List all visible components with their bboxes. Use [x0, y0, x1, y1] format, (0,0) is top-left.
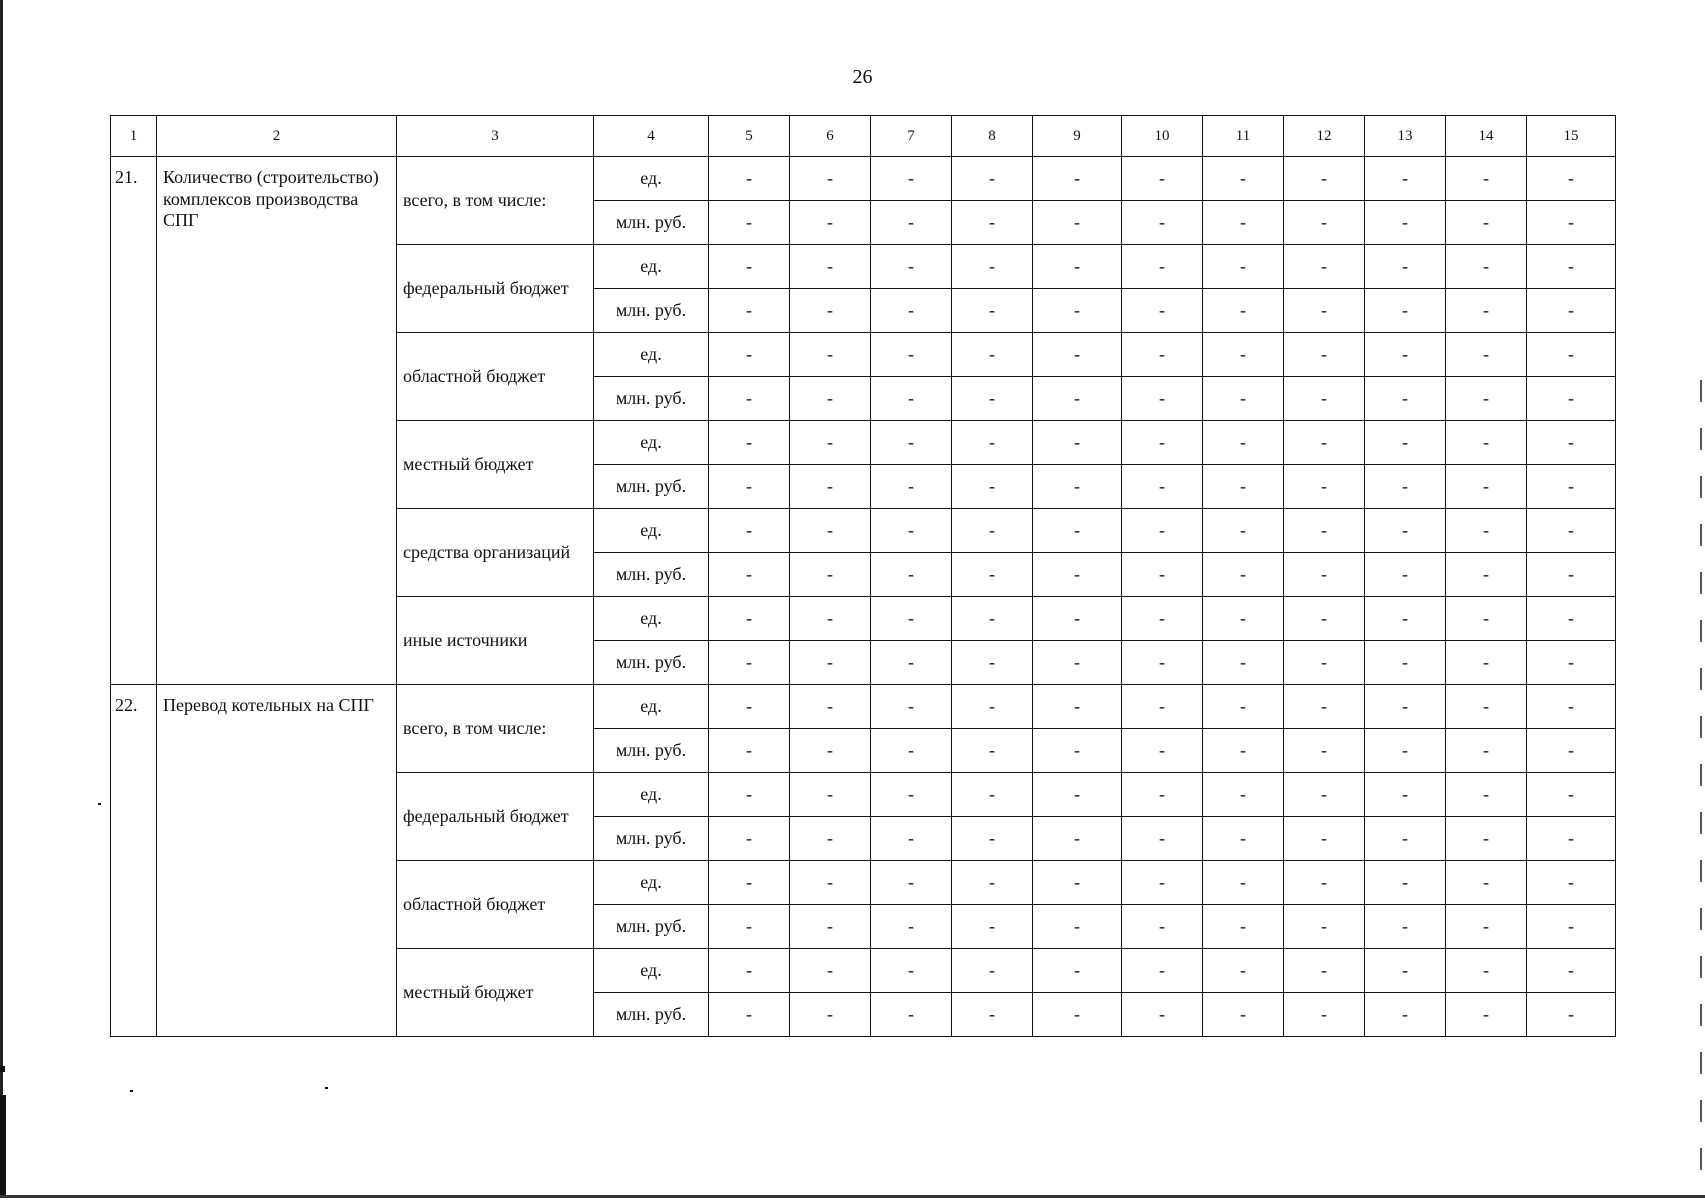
unit-cell: ед. [594, 333, 709, 377]
value-cell: - [709, 245, 790, 289]
value-cell: - [709, 641, 790, 685]
value-cell: - [952, 245, 1033, 289]
value-cell: - [790, 421, 871, 465]
value-cell: - [1527, 685, 1616, 729]
value-cell: - [1122, 333, 1203, 377]
scan-speck [98, 803, 101, 805]
scan-border-left [0, 0, 3, 1198]
value-cell: - [1284, 641, 1365, 685]
value-cell: - [952, 157, 1033, 201]
value-cell: - [790, 553, 871, 597]
value-cell: - [1203, 597, 1284, 641]
value-cell: - [871, 597, 952, 641]
value-cell: - [1122, 157, 1203, 201]
value-cell: - [1284, 905, 1365, 949]
value-cell: - [1284, 421, 1365, 465]
scan-speck [325, 1087, 328, 1089]
value-cell: - [1033, 421, 1122, 465]
value-cell: - [1203, 729, 1284, 773]
value-cell: - [1527, 245, 1616, 289]
value-cell: - [790, 861, 871, 905]
value-cell: - [1203, 993, 1284, 1037]
column-number-row [111, 116, 1616, 157]
value-cell: - [1284, 553, 1365, 597]
value-cell: - [1033, 201, 1122, 245]
page-number: 26 [852, 66, 873, 88]
item-name: Перевод котельных на СПГ [157, 685, 397, 1037]
value-cell: - [1365, 597, 1446, 641]
value-cell: - [952, 993, 1033, 1037]
value-cell: - [790, 465, 871, 509]
value-cell: - [709, 465, 790, 509]
value-cell: - [1446, 597, 1527, 641]
value-cell: - [790, 729, 871, 773]
value-cell: - [1122, 289, 1203, 333]
unit-cell: ед. [594, 421, 709, 465]
funding-source: местный бюджет [397, 949, 594, 1037]
column-number-header: 6 [790, 116, 871, 157]
value-cell: - [1033, 949, 1122, 993]
value-cell: - [1122, 553, 1203, 597]
scan-mark-left-dot [0, 1066, 5, 1072]
value-cell: - [1122, 773, 1203, 817]
value-cell: - [1284, 773, 1365, 817]
value-cell: - [871, 157, 952, 201]
value-cell: - [1365, 641, 1446, 685]
value-cell: - [1365, 201, 1446, 245]
value-cell: - [1446, 817, 1527, 861]
value-cell: - [1122, 905, 1203, 949]
item-number: 21. [111, 157, 157, 685]
value-cell: - [1446, 289, 1527, 333]
value-cell: - [1203, 333, 1284, 377]
value-cell: - [1033, 817, 1122, 861]
value-cell: - [952, 949, 1033, 993]
value-cell: - [1203, 289, 1284, 333]
value-cell: - [1365, 157, 1446, 201]
value-cell: - [871, 685, 952, 729]
value-cell: - [790, 685, 871, 729]
value-cell: - [1203, 817, 1284, 861]
value-cell: - [709, 597, 790, 641]
value-cell: - [952, 905, 1033, 949]
value-cell: - [871, 553, 952, 597]
value-cell: - [1284, 509, 1365, 553]
value-cell: - [1527, 553, 1616, 597]
value-cell: - [952, 817, 1033, 861]
value-cell: - [1122, 597, 1203, 641]
value-cell: - [871, 949, 952, 993]
value-cell: - [871, 333, 952, 377]
table-body [111, 116, 1616, 1037]
value-cell: - [952, 685, 1033, 729]
value-cell: - [1033, 333, 1122, 377]
column-number-header: 10 [1122, 116, 1203, 157]
value-cell: - [1284, 289, 1365, 333]
value-cell: - [1284, 993, 1365, 1037]
value-cell: - [709, 949, 790, 993]
column-number-header: 2 [157, 116, 397, 157]
value-cell: - [952, 465, 1033, 509]
value-cell: - [1203, 509, 1284, 553]
table-row [111, 685, 1616, 729]
value-cell: - [1365, 685, 1446, 729]
value-cell: - [790, 905, 871, 949]
value-cell: - [1033, 773, 1122, 817]
value-cell: - [1446, 377, 1527, 421]
value-cell: - [952, 509, 1033, 553]
value-cell: - [1122, 465, 1203, 509]
value-cell: - [1446, 553, 1527, 597]
column-number-header: 14 [1446, 116, 1527, 157]
value-cell: - [709, 509, 790, 553]
value-cell: - [1122, 509, 1203, 553]
value-cell: - [952, 773, 1033, 817]
value-cell: - [952, 421, 1033, 465]
unit-cell: млн. руб. [594, 993, 709, 1037]
value-cell: - [1203, 773, 1284, 817]
item-name: Количество (строительство) комплексов производства СПГ [157, 157, 397, 685]
value-cell: - [1365, 729, 1446, 773]
value-cell: - [1365, 861, 1446, 905]
value-cell: - [790, 289, 871, 333]
value-cell: - [1203, 905, 1284, 949]
value-cell: - [952, 597, 1033, 641]
value-cell: - [709, 289, 790, 333]
value-cell: - [1446, 905, 1527, 949]
value-cell: - [1033, 597, 1122, 641]
value-cell: - [1122, 817, 1203, 861]
funding-source: областной бюджет [397, 861, 594, 949]
value-cell: - [1527, 201, 1616, 245]
value-cell: - [871, 861, 952, 905]
value-cell: - [1527, 509, 1616, 553]
value-cell: - [709, 157, 790, 201]
value-cell: - [1446, 201, 1527, 245]
value-cell: - [1203, 949, 1284, 993]
value-cell: - [1527, 421, 1616, 465]
value-cell: - [1203, 553, 1284, 597]
value-cell: - [1033, 245, 1122, 289]
value-cell: - [1527, 993, 1616, 1037]
value-cell: - [1122, 377, 1203, 421]
value-cell: - [1203, 465, 1284, 509]
value-cell: - [1446, 421, 1527, 465]
funding-source: федеральный бюджет [397, 773, 594, 861]
value-cell: - [871, 201, 952, 245]
value-cell: - [1365, 289, 1446, 333]
value-cell: - [1365, 421, 1446, 465]
value-cell: - [790, 993, 871, 1037]
unit-cell: ед. [594, 685, 709, 729]
value-cell: - [871, 377, 952, 421]
value-cell: - [952, 333, 1033, 377]
scan-border-bottom [0, 1195, 1705, 1198]
value-cell: - [1446, 465, 1527, 509]
value-cell: - [1446, 773, 1527, 817]
unit-cell: ед. [594, 597, 709, 641]
value-cell: - [1365, 509, 1446, 553]
value-cell: - [1527, 641, 1616, 685]
value-cell: - [952, 861, 1033, 905]
value-cell: - [871, 993, 952, 1037]
value-cell: - [1527, 729, 1616, 773]
value-cell: - [1033, 289, 1122, 333]
funding-source: федеральный бюджет [397, 245, 594, 333]
value-cell: - [1284, 817, 1365, 861]
unit-cell: ед. [594, 157, 709, 201]
value-cell: - [1033, 729, 1122, 773]
value-cell: - [1365, 245, 1446, 289]
value-cell: - [1446, 333, 1527, 377]
unit-cell: млн. руб. [594, 553, 709, 597]
value-cell: - [790, 817, 871, 861]
column-number-header: 9 [1033, 116, 1122, 157]
value-cell: - [709, 905, 790, 949]
funding-source: всего, в том числе: [397, 157, 594, 245]
value-cell: - [1365, 465, 1446, 509]
value-cell: - [871, 509, 952, 553]
value-cell: - [1527, 465, 1616, 509]
value-cell: - [709, 201, 790, 245]
value-cell: - [1122, 421, 1203, 465]
table-row [111, 157, 1616, 201]
value-cell: - [709, 553, 790, 597]
unit-cell: ед. [594, 949, 709, 993]
value-cell: - [709, 333, 790, 377]
funding-source: иные источники [397, 597, 594, 685]
value-cell: - [1033, 685, 1122, 729]
value-cell: - [1284, 465, 1365, 509]
value-cell: - [1527, 905, 1616, 949]
value-cell: - [709, 773, 790, 817]
value-cell: - [1033, 861, 1122, 905]
value-cell: - [1033, 553, 1122, 597]
funding-source: всего, в том числе: [397, 685, 594, 773]
value-cell: - [1446, 245, 1527, 289]
value-cell: - [952, 641, 1033, 685]
value-cell: - [1284, 157, 1365, 201]
value-cell: - [871, 817, 952, 861]
value-cell: - [871, 289, 952, 333]
value-cell: - [1122, 245, 1203, 289]
value-cell: - [1284, 333, 1365, 377]
funding-source: средства организаций [397, 509, 594, 597]
value-cell: - [1033, 465, 1122, 509]
value-cell: - [1033, 905, 1122, 949]
value-cell: - [1446, 157, 1527, 201]
column-number-header: 11 [1203, 116, 1284, 157]
value-cell: - [871, 773, 952, 817]
value-cell: - [790, 773, 871, 817]
value-cell: - [790, 333, 871, 377]
value-cell: - [871, 729, 952, 773]
unit-cell: ед. [594, 861, 709, 905]
funding-source: областной бюджет [397, 333, 594, 421]
value-cell: - [1284, 377, 1365, 421]
value-cell: - [1446, 993, 1527, 1037]
value-cell: - [1284, 729, 1365, 773]
value-cell: - [1203, 245, 1284, 289]
value-cell: - [790, 201, 871, 245]
budget-table [110, 115, 1616, 1037]
scan-mark-left-thick [0, 1095, 6, 1195]
value-cell: - [1446, 509, 1527, 553]
value-cell: - [1122, 861, 1203, 905]
value-cell: - [1284, 861, 1365, 905]
unit-cell: ед. [594, 509, 709, 553]
unit-cell: ед. [594, 773, 709, 817]
value-cell: - [790, 157, 871, 201]
column-number-header: 8 [952, 116, 1033, 157]
value-cell: - [1203, 201, 1284, 245]
value-cell: - [1033, 641, 1122, 685]
value-cell: - [709, 729, 790, 773]
value-cell: - [1527, 157, 1616, 201]
value-cell: - [1527, 289, 1616, 333]
unit-cell: млн. руб. [594, 377, 709, 421]
value-cell: - [1203, 861, 1284, 905]
value-cell: - [1446, 861, 1527, 905]
value-cell: - [1284, 597, 1365, 641]
value-cell: - [709, 377, 790, 421]
value-cell: - [871, 905, 952, 949]
value-cell: - [1446, 641, 1527, 685]
unit-cell: млн. руб. [594, 905, 709, 949]
value-cell: - [1203, 641, 1284, 685]
scan-speck [130, 1090, 133, 1092]
value-cell: - [952, 729, 1033, 773]
value-cell: - [790, 597, 871, 641]
value-cell: - [1527, 861, 1616, 905]
value-cell: - [1122, 201, 1203, 245]
value-cell: - [1365, 905, 1446, 949]
value-cell: - [1033, 993, 1122, 1037]
unit-cell: млн. руб. [594, 729, 709, 773]
value-cell: - [1365, 553, 1446, 597]
value-cell: - [1527, 773, 1616, 817]
value-cell: - [1033, 509, 1122, 553]
value-cell: - [1122, 641, 1203, 685]
value-cell: - [952, 377, 1033, 421]
value-cell: - [871, 421, 952, 465]
value-cell: - [1527, 949, 1616, 993]
value-cell: - [871, 641, 952, 685]
value-cell: - [1365, 817, 1446, 861]
value-cell: - [709, 861, 790, 905]
value-cell: - [1527, 377, 1616, 421]
value-cell: - [952, 289, 1033, 333]
value-cell: - [1203, 421, 1284, 465]
value-cell: - [1365, 773, 1446, 817]
value-cell: - [709, 817, 790, 861]
unit-cell: млн. руб. [594, 289, 709, 333]
unit-cell: ед. [594, 245, 709, 289]
value-cell: - [1446, 685, 1527, 729]
unit-cell: млн. руб. [594, 201, 709, 245]
scan-border-right-dashes [1700, 380, 1702, 1170]
value-cell: - [790, 949, 871, 993]
column-number-header: 1 [111, 116, 157, 157]
column-number-header: 5 [709, 116, 790, 157]
value-cell: - [1203, 685, 1284, 729]
value-cell: - [790, 641, 871, 685]
value-cell: - [1365, 949, 1446, 993]
column-number-header: 15 [1527, 116, 1616, 157]
value-cell: - [1033, 157, 1122, 201]
value-cell: - [1365, 377, 1446, 421]
value-cell: - [1527, 333, 1616, 377]
column-number-header: 4 [594, 116, 709, 157]
value-cell: - [1284, 685, 1365, 729]
value-cell: - [709, 993, 790, 1037]
value-cell: - [1203, 157, 1284, 201]
value-cell: - [871, 465, 952, 509]
funding-source: местный бюджет [397, 421, 594, 509]
value-cell: - [1122, 949, 1203, 993]
value-cell: - [1284, 201, 1365, 245]
value-cell: - [790, 377, 871, 421]
value-cell: - [1527, 597, 1616, 641]
value-cell: - [709, 421, 790, 465]
value-cell: - [1446, 729, 1527, 773]
value-cell: - [1446, 949, 1527, 993]
value-cell: - [790, 509, 871, 553]
column-number-header: 7 [871, 116, 952, 157]
unit-cell: млн. руб. [594, 817, 709, 861]
value-cell: - [952, 201, 1033, 245]
column-number-header: 12 [1284, 116, 1365, 157]
value-cell: - [709, 685, 790, 729]
unit-cell: млн. руб. [594, 465, 709, 509]
value-cell: - [1122, 993, 1203, 1037]
value-cell: - [1527, 817, 1616, 861]
unit-cell: млн. руб. [594, 641, 709, 685]
value-cell: - [1122, 729, 1203, 773]
value-cell: - [1365, 993, 1446, 1037]
value-cell: - [1033, 377, 1122, 421]
value-cell: - [1284, 245, 1365, 289]
value-cell: - [1203, 377, 1284, 421]
value-cell: - [871, 245, 952, 289]
value-cell: - [1365, 333, 1446, 377]
column-number-header: 3 [397, 116, 594, 157]
value-cell: - [1284, 949, 1365, 993]
value-cell: - [952, 553, 1033, 597]
column-number-header: 13 [1365, 116, 1446, 157]
item-number: 22. [111, 685, 157, 1037]
value-cell: - [790, 245, 871, 289]
value-cell: - [1122, 685, 1203, 729]
